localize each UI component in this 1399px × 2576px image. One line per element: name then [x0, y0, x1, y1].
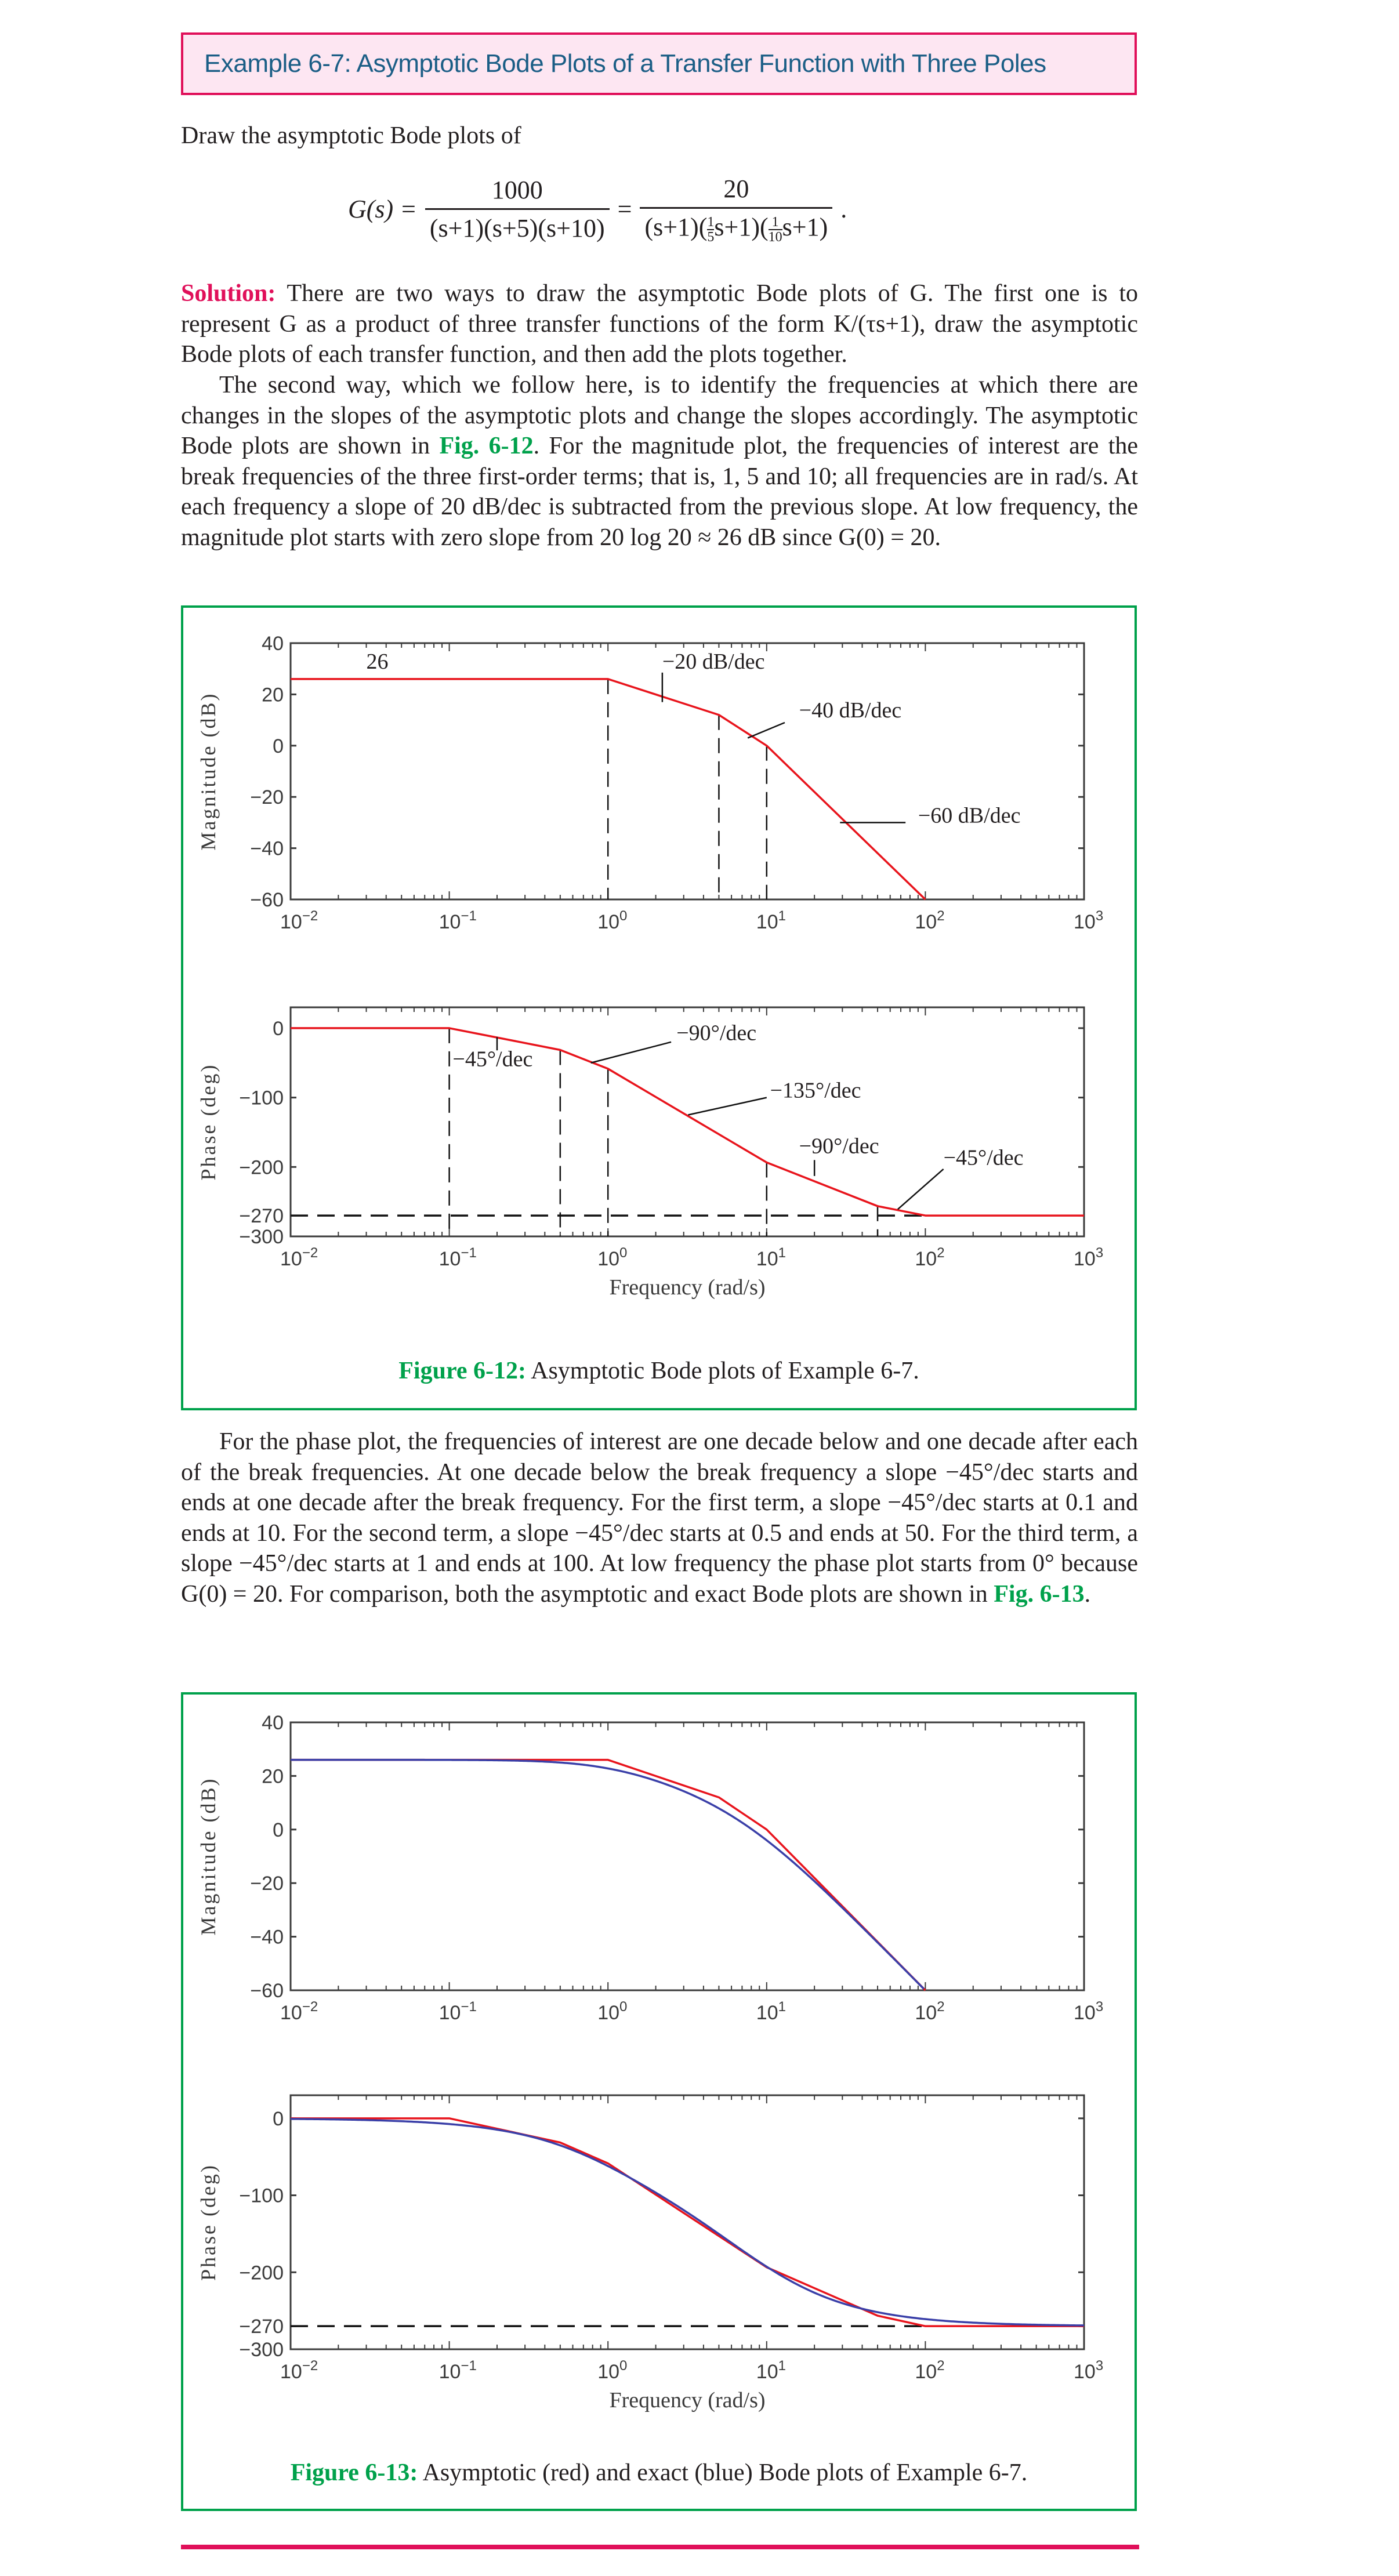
fraction-one-tenth	[769, 215, 782, 244]
axes-frame	[291, 643, 1084, 899]
y-axis-label: Magnitude (dB)	[197, 1777, 220, 1936]
fraction-2-numerator: 20	[640, 174, 832, 209]
fraction-2	[640, 174, 832, 244]
x-tick-label: $10^1$	[756, 908, 786, 933]
y-tick-label: 40	[262, 633, 284, 655]
fig-6-13-link[interactable]: Fig. 6-13	[994, 1580, 1085, 1608]
x-tick-label: $10^0$	[597, 1245, 628, 1270]
x-tick-label: $10^{-2}$	[280, 1245, 318, 1270]
x-tick-label: $10^1$	[756, 2358, 786, 2383]
fig13-caption-label: Figure 6-13:	[290, 2459, 418, 2486]
y-tick-label: −300	[239, 2339, 284, 2361]
y-tick-label: −300	[239, 1226, 284, 1248]
x-tick-label: $10^3$	[1074, 1245, 1104, 1270]
y-axis-label: Phase (deg)	[197, 2164, 220, 2281]
annotation-pointer	[688, 1098, 766, 1115]
x-tick-label: $10^{-1}$	[438, 908, 477, 933]
figure-6-13-caption	[181, 2459, 1137, 2487]
x-tick-label: $10^0$	[597, 1999, 628, 2024]
y-tick-label: −100	[239, 2185, 284, 2207]
fraction-one-fifth	[707, 215, 714, 244]
y-tick-label: 20	[262, 684, 284, 706]
axes-frame	[291, 1722, 1084, 1990]
equation-equals: =	[617, 194, 632, 223]
slope-annotation: −45°/dec	[452, 1047, 533, 1072]
x-tick-label: $10^2$	[915, 1245, 945, 1270]
y-tick-label: −60	[250, 889, 284, 911]
example-title-box	[181, 32, 1137, 95]
annotation-pointer	[748, 723, 785, 738]
x-tick-label: $10^0$	[597, 908, 628, 933]
slope-annotation: −135°/dec	[770, 1078, 861, 1103]
den-part-c: s+1)	[782, 213, 828, 241]
y-tick-label: 0	[273, 1017, 284, 1040]
slope-annotation: −40 dB/dec	[799, 698, 902, 723]
figure-6-12-caption	[181, 1357, 1137, 1385]
one-fifth-num: 1	[707, 214, 715, 230]
y-tick-label: 0	[273, 735, 284, 757]
x-tick-label: $10^3$	[1074, 2358, 1104, 2383]
solution-label: Solution:	[181, 280, 276, 307]
y-tick-label: −270	[239, 1205, 284, 1228]
y-tick-label: 0	[273, 2107, 284, 2130]
fig12-phase-plot	[197, 1007, 1103, 1300]
y-tick-label: −20	[250, 1873, 284, 1895]
x-tick-label: $10^3$	[1074, 1999, 1104, 2024]
x-tick-label: $10^{-2}$	[280, 2358, 318, 2383]
x-tick-label: $10^1$	[756, 1245, 786, 1270]
intro-text: Draw the asymptotic Bode plots of	[181, 122, 521, 149]
slope-annotation: −60 dB/dec	[918, 803, 1021, 828]
x-tick-label: $10^{-2}$	[280, 1999, 318, 2024]
figure-6-12-plots	[181, 605, 1137, 1359]
solution-p1-text: There are two ways to draw the asymptotic Bode plots of G. The first one is to represent G as a product of three transfer functions of the form K/(τs+1), draw the asymptotic Bode plots of each transfer function, and then add the plots together.	[181, 280, 1138, 368]
fraction-1-numerator: 1000	[425, 175, 610, 210]
den-part-b: s+1)(	[714, 213, 769, 241]
solution-p3-text-a: For the phase plot, the frequencies of interest are one decade below and one decade after each of the break frequencies. At one decade below the break frequency a slope −45°/dec starts and ends at one decade after the break frequency. For the first term, a slope −45°/dec starts at 0.1 and ends at 10. For the second term, a slope −45°/dec starts at 0.5 and ends at 50. For the third term, a slope −45°/dec starts at 1 and ends at 100. At low frequency the phase plot starts from 0° because G(0) = 20. For comparison, both the asymptotic and exact Bode plots are shown in	[181, 1428, 1138, 1608]
slope-annotation: −90°/dec	[799, 1134, 879, 1159]
x-axis-label: Frequency (rad/s)	[609, 1275, 766, 1300]
y-tick-label: 20	[262, 1765, 284, 1788]
den-part-a: (s+1)(	[644, 213, 708, 241]
one-tenth-den: 10	[768, 229, 782, 245]
x-tick-label: $10^{-1}$	[438, 1999, 477, 2024]
y-tick-label: −20	[250, 786, 284, 809]
equation-lhs: G(s) =	[348, 194, 417, 223]
slope-annotation: −20 dB/dec	[662, 650, 765, 674]
y-tick-label: 40	[262, 1712, 284, 1734]
y-tick-label: −200	[239, 2262, 284, 2284]
annotation-pointer	[591, 1042, 671, 1063]
solution-p2-text-a: The second way, which we follow here, is to identify the frequencies at which there are changes in the slopes of the asymptotic plots and change the slopes accordingly. The asymptotic Bode plots are shown in	[181, 372, 1138, 459]
y-tick-label: −100	[239, 1087, 284, 1109]
fig12-magnitude-plot	[197, 633, 1103, 933]
x-tick-label: $10^1$	[756, 1999, 786, 2024]
y-tick-label: −60	[250, 1980, 284, 2002]
fig-6-12-link[interactable]: Fig. 6-12	[439, 433, 534, 459]
x-tick-label: $10^2$	[915, 1999, 945, 2024]
x-axis-label: Frequency (rad/s)	[609, 2388, 766, 2412]
y-axis-label: Phase (deg)	[197, 1063, 220, 1181]
x-tick-label: $10^{-1}$	[438, 2358, 477, 2383]
exact-line	[291, 2119, 1084, 2325]
y-axis-label: Magnitude (dB)	[197, 692, 220, 851]
bottom-divider	[181, 2545, 1139, 2549]
annotation-pointer	[898, 1169, 944, 1209]
fraction-2-denominator	[640, 209, 832, 244]
x-tick-label: $10^0$	[597, 2358, 628, 2383]
fig12-caption-text: Asymptotic Bode plots of Example 6-7.	[525, 1358, 919, 1384]
fig13-magnitude-plot	[197, 1712, 1103, 2024]
axes-frame	[291, 2095, 1084, 2349]
y-tick-label: −40	[250, 1926, 284, 1949]
fig12-caption-label: Figure 6-12:	[398, 1358, 526, 1384]
transfer-function-equation	[348, 174, 847, 244]
x-tick-label: $10^2$	[915, 2358, 945, 2383]
x-tick-label: $10^3$	[1074, 908, 1104, 933]
solution-p3-text-b: .	[1084, 1580, 1091, 1608]
fig13-caption-text: Asymptotic (red) and exact (blue) Bode plots of Example 6-7.	[418, 2459, 1028, 2486]
y-tick-label: −270	[239, 2316, 284, 2338]
exact-line	[291, 1760, 924, 1989]
figure-6-13-plots	[181, 1692, 1137, 2446]
equation-period: .	[840, 194, 847, 223]
asymptotic-line	[291, 2118, 1084, 2326]
slope-annotation: −90°/dec	[676, 1021, 757, 1046]
y-tick-label: 0	[273, 1819, 284, 1841]
one-tenth-num: 1	[769, 215, 782, 230]
fraction-1	[425, 175, 610, 243]
y-tick-label: −200	[239, 1156, 284, 1179]
asymptotic-line	[291, 1028, 1084, 1216]
slope-annotation: 26	[366, 650, 389, 674]
one-fifth-den: 5	[707, 229, 715, 245]
x-tick-label: $10^{-1}$	[438, 1245, 477, 1270]
asymptotic-line	[291, 1760, 925, 1990]
solution-paragraph-1	[181, 278, 1138, 370]
solution-paragraph-3	[181, 1427, 1138, 1609]
solution-paragraph-2	[181, 370, 1138, 553]
example-title: Example 6-7: Asymptotic Bode Plots of a Transfer Function with Three Poles	[204, 49, 1046, 78]
solution-p2-text-b: . For the magnitude plot, the frequencies of interest are the break frequencies of the three first-order terms; that is, 1, 5 and 10; all frequencies are in rad/s. At each frequency a slope of 20 dB/dec is subtracted from the previous slope. At low frequency, the magnitude plot starts with zero slope from 20 log 20 ≈ 26 dB since G(0) = 20.	[181, 433, 1138, 551]
fraction-1-denominator: (s+1)(s+5)(s+10)	[429, 213, 605, 242]
x-tick-label: $10^{-2}$	[280, 908, 318, 933]
x-tick-label: $10^2$	[915, 908, 945, 933]
y-tick-label: −40	[250, 837, 284, 860]
fig13-phase-plot	[197, 2095, 1103, 2412]
slope-annotation: −45°/dec	[943, 1145, 1024, 1170]
